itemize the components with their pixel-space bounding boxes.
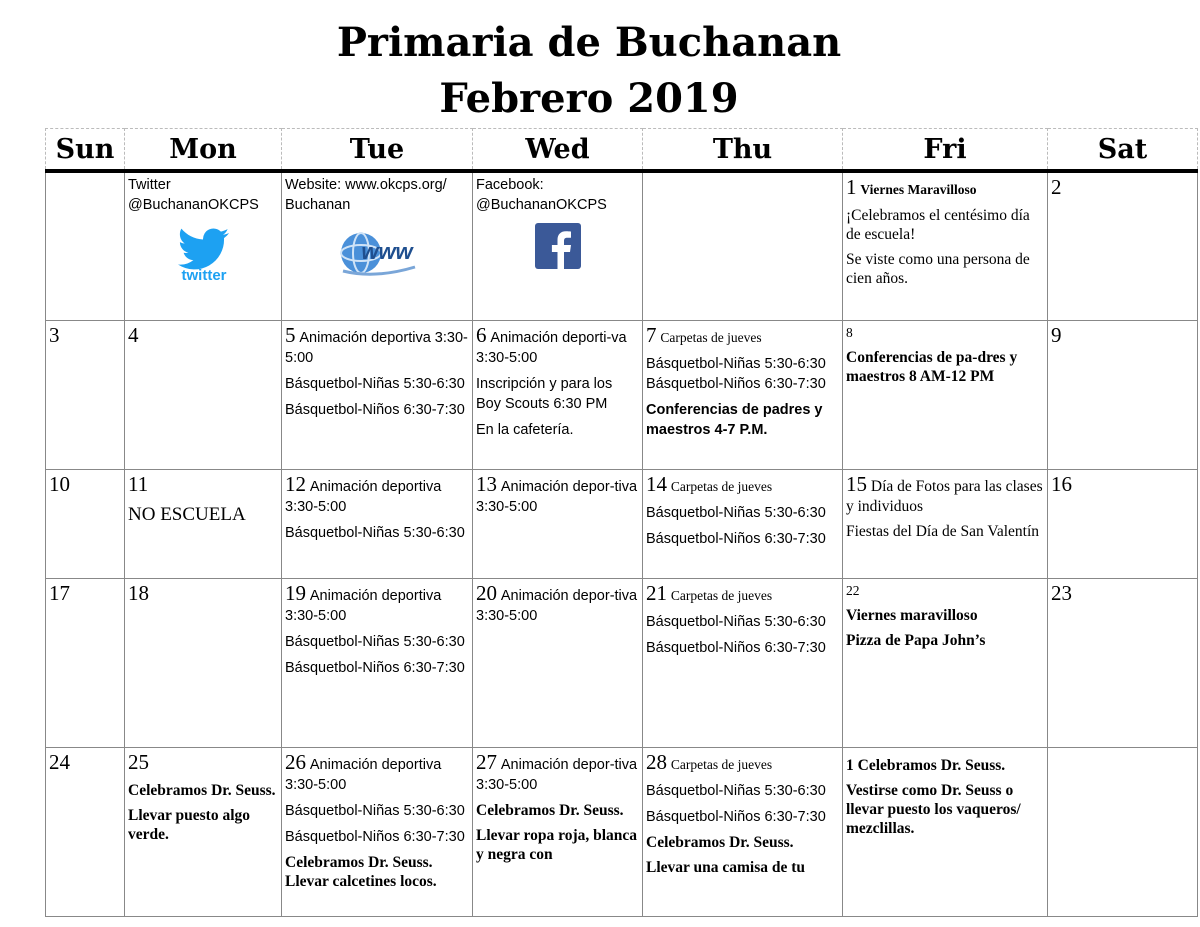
day-number: 24 [49, 749, 70, 774]
day-cell-feb-2 [1048, 171, 1198, 320]
twitter-label: Twitter [128, 177, 171, 193]
event-note: Llevar puesto algo verde. [128, 806, 250, 843]
event-note: Básquetbol-Niñas 5:30-6:30 [285, 375, 465, 392]
day-number: 4 [128, 322, 139, 347]
day-number: 9 [1051, 322, 1062, 347]
day-cell-empty [1048, 747, 1198, 916]
day-number: 13 [476, 471, 497, 496]
day-cell-feb-27 [473, 747, 643, 916]
title-month: Febrero 2019 [439, 75, 739, 122]
event-title: Animación deportiva 3:30-5:00 [285, 478, 442, 515]
event-note: Vestirse como Dr. Seuss o llevar puesto los vaqueros/ mezclillas. [846, 781, 1021, 837]
day-cell-empty [46, 171, 125, 320]
event-note: Básquetbol-Niñas 5:30-6:30 [285, 802, 465, 819]
day-number: 3 [49, 322, 60, 347]
day-cell-feb-12 [282, 469, 473, 578]
day-cell-feb-1 [843, 171, 1048, 320]
facebook-f-icon [534, 223, 582, 279]
day-cell-empty [643, 171, 843, 320]
day-number: 6 [476, 322, 487, 347]
day-number: 26 [285, 749, 306, 774]
day-cell-website [282, 171, 473, 320]
day-cell-feb-19 [282, 578, 473, 747]
twitter-bird-icon [169, 223, 239, 285]
event-note: Llevar una camisa de tu [646, 858, 806, 876]
svg-text:twitter: twitter [181, 267, 226, 284]
event-title: Animación deportiva 3:30-5:00 [285, 329, 468, 366]
day-cell-feb-20 [473, 578, 643, 747]
event-note: Se viste como una persona de cien años. [846, 251, 1030, 287]
day-cell-feb-17 [46, 578, 125, 747]
event-note: Básquetbol-Niñas 5:30-6:30 [646, 355, 826, 372]
day-cell-feb-28 [643, 747, 843, 916]
event-note: Básquetbol-Niñas 5:30-6:30 [646, 504, 826, 521]
day-cell-feb-10 [46, 469, 125, 578]
event-note: Básquetbol-Niñas 5:30-6:30 [285, 524, 465, 541]
event-title: Celebramos Dr. Seuss. [857, 756, 1006, 774]
weekday-sat: Sat [1048, 129, 1198, 172]
day-cell-mar-1 [843, 747, 1048, 916]
day-number: 23 [1051, 580, 1072, 605]
day-number: 14 [646, 471, 667, 496]
day-cell-feb-6 [473, 320, 643, 469]
event-note: Básquetbol-Niños 6:30-7:30 [285, 659, 465, 676]
event-title: Carpetas de jueves [670, 756, 773, 772]
day-cell-feb-26 [282, 747, 473, 916]
day-number: 1 [846, 756, 854, 774]
day-cell-feb-13 [473, 469, 643, 578]
day-number: 8 [846, 324, 853, 340]
day-number: 15 [846, 471, 867, 496]
svg-text:www: www [360, 239, 413, 264]
weekday-thu: Thu [643, 129, 843, 172]
event-title: Conferencias de pa-dres y maestros 8 AM-12 PM [846, 348, 1018, 385]
facebook-handle: @BuchananOKCPS [476, 197, 607, 213]
week-row-2 [46, 320, 1198, 469]
weekday-mon: Mon [125, 129, 282, 172]
event-note: ¡Celebramos el centésimo día de escuela! [846, 207, 1030, 243]
day-cell-feb-4 [125, 320, 282, 469]
event-title: Animación depor-tiva 3:30-5:00 [476, 478, 638, 515]
day-cell-feb-8 [843, 320, 1048, 469]
event-note: Conferencias de padres y maestros 4-7 P.M. [646, 401, 823, 438]
event-note: Celebramos Dr. Seuss. [476, 801, 624, 819]
day-cell-feb-24 [46, 747, 125, 916]
day-number: 22 [846, 582, 860, 598]
event-title: Animación deportiva 3:30-5:00 [285, 756, 442, 793]
weekday-sun: Sun [46, 129, 125, 172]
event-title: Celebramos Dr. Seuss. [128, 781, 276, 799]
event-title: Animación depor-tiva 3:30-5:00 [476, 756, 638, 793]
day-number: 18 [128, 580, 149, 605]
day-number: 21 [646, 580, 667, 605]
weekday-wed: Wed [473, 129, 643, 172]
event-note: Básquetbol-Niños 6:30-7:30 [646, 530, 826, 547]
weekday-tue: Tue [282, 129, 473, 172]
event-note: Fiestas del Día de San Valentín [846, 522, 1040, 540]
event-note: Básquetbol-Niños 6:30-7:30 [285, 828, 465, 845]
event-title: Animación deportiva 3:30-5:00 [285, 587, 442, 624]
day-cell-feb-7 [643, 320, 843, 469]
event-note: Básquetbol-Niños 6:30-7:30 [646, 639, 826, 656]
www-globe-icon [335, 223, 421, 279]
day-cell-feb-14 [643, 469, 843, 578]
event-title: Carpetas de jueves [660, 329, 762, 345]
event-note: Básquetbol-Niñas 5:30-6:30 [646, 613, 826, 630]
day-cell-feb-18 [125, 578, 282, 747]
event-note: Celebramos Dr. Seuss. [646, 833, 794, 851]
day-cell-feb-15 [843, 469, 1048, 578]
day-number: 12 [285, 471, 306, 496]
day-number: 17 [49, 580, 70, 605]
twitter-handle: @BuchananOKCPS [128, 197, 259, 213]
website-path: Buchanan [285, 197, 351, 213]
calendar-grid [45, 128, 1198, 917]
day-number: 20 [476, 580, 497, 605]
day-cell-feb-21 [643, 578, 843, 747]
day-number: 25 [128, 749, 149, 774]
day-number: 16 [1051, 471, 1072, 496]
weekday-header-row [46, 129, 1198, 172]
day-cell-feb-23 [1048, 578, 1198, 747]
day-cell-twitter [125, 171, 282, 320]
title-school: Primaria de Buchanan [336, 19, 842, 66]
day-number: 5 [285, 322, 296, 347]
event-note: En la cafetería. [476, 421, 574, 438]
day-number: 2 [1051, 175, 1062, 199]
event-title: Animación depor-tiva 3:30-5:00 [476, 587, 638, 624]
event-title: Día de Fotos para las clases y individuos [846, 477, 1043, 515]
weekday-fri: Fri [843, 129, 1048, 172]
day-cell-feb-25 [125, 747, 282, 916]
event-note: Básquetbol-Niñas 5:30-6:30 [646, 782, 826, 799]
day-number: 19 [285, 580, 306, 605]
event-title: Carpetas de jueves [670, 587, 773, 603]
day-cell-feb-22 [843, 578, 1048, 747]
week-row-4 [46, 578, 1198, 747]
event-note: Básquetbol-Niñas 5:30-6:30 [285, 633, 465, 650]
day-number: 28 [646, 749, 667, 774]
event-title: Viernes maravilloso [846, 606, 978, 624]
event-title: Animación deporti-va 3:30-5:00 [476, 329, 627, 366]
day-cell-feb-9 [1048, 320, 1198, 469]
day-number: 1 [846, 175, 857, 199]
day-number: 11 [128, 471, 149, 496]
day-number: 10 [49, 471, 70, 496]
event-title: Carpetas de jueves [670, 478, 773, 494]
week-row-3 [46, 469, 1198, 578]
event-note: Pizza de Papa John’s [846, 631, 986, 649]
week-row-5 [46, 747, 1198, 916]
event-title: Viernes Maravilloso [860, 182, 977, 197]
day-cell-feb-3 [46, 320, 125, 469]
day-cell-facebook [473, 171, 643, 320]
event-note: Básquetbol-Niños 6:30-7:30 [285, 401, 465, 418]
event-title: NO ESCUELA [128, 503, 246, 525]
day-cell-feb-5 [282, 320, 473, 469]
event-note: Básquetbol-Niños 6:30-7:30 [646, 375, 826, 392]
day-number: 27 [476, 749, 497, 774]
event-note: Inscripción y para los Boy Scouts 6:30 PM [476, 375, 613, 412]
website-label: Website: www.okcps.org/ [285, 177, 447, 193]
facebook-label: Facebook: [476, 177, 544, 193]
day-cell-feb-11 [125, 469, 282, 578]
day-cell-feb-16 [1048, 469, 1198, 578]
event-note: Llevar ropa roja, blanca y negra con [476, 826, 638, 863]
day-number: 7 [646, 322, 657, 347]
event-note: Básquetbol-Niños 6:30-7:30 [646, 808, 826, 825]
week-row-1 [46, 171, 1198, 320]
event-note: Celebramos Dr. Seuss. Llevar calcetines locos. [285, 853, 437, 890]
